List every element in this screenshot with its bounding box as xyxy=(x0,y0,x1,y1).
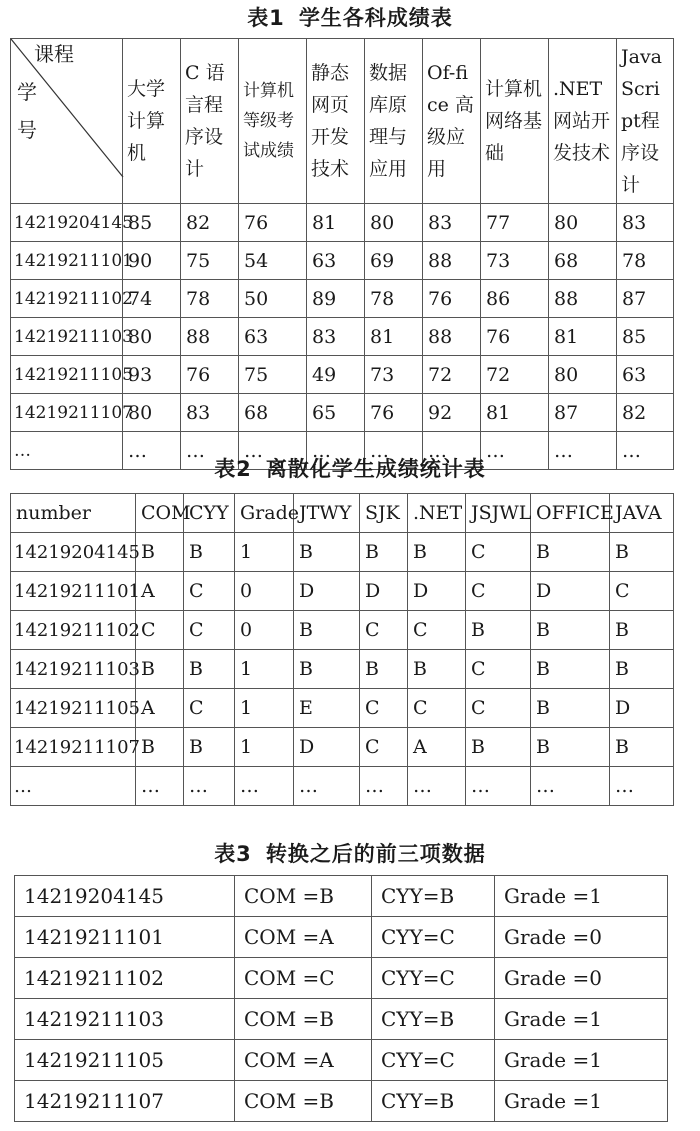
item-cell: COM =A xyxy=(235,917,372,958)
score-cell: 63 xyxy=(617,356,674,394)
score-cell: 72 xyxy=(423,356,481,394)
score-cell: … xyxy=(423,432,481,470)
table-row xyxy=(11,728,674,767)
item-cell: CYY=C xyxy=(372,1040,495,1081)
grade-cell: B xyxy=(466,611,531,650)
table1-student-scores xyxy=(10,38,674,470)
score-cell: 76 xyxy=(239,204,307,242)
table2-header-cell: SJK xyxy=(360,494,408,533)
score-cell: 88 xyxy=(423,242,481,280)
table-row xyxy=(11,318,674,356)
grade-cell: B xyxy=(136,533,184,572)
score-cell: 88 xyxy=(423,318,481,356)
score-cell: 68 xyxy=(549,242,617,280)
table2-header-cell: OFFICE xyxy=(531,494,610,533)
student-id-cell: 14219211107 xyxy=(15,1081,235,1122)
grade-cell: C xyxy=(184,611,235,650)
grade-cell: C xyxy=(136,611,184,650)
grade-cell: D xyxy=(610,689,674,728)
score-cell: 80 xyxy=(123,394,181,432)
grade-cell: B xyxy=(466,728,531,767)
score-cell: … xyxy=(181,432,239,470)
grade-cell: A xyxy=(136,572,184,611)
score-cell: 72 xyxy=(481,356,549,394)
grade-cell: … xyxy=(136,767,184,806)
student-id-cell: 14219211103 xyxy=(11,650,136,689)
score-cell: 65 xyxy=(307,394,365,432)
table3-body xyxy=(15,876,668,1122)
table3-caption-number: 表3 xyxy=(214,842,252,866)
grade-cell: B xyxy=(136,650,184,689)
score-cell: 75 xyxy=(181,242,239,280)
grade-cell: … xyxy=(408,767,466,806)
score-cell: 78 xyxy=(365,280,423,318)
item-cell: COM =C xyxy=(235,958,372,999)
table1-header-cell: .NET网站开发技术 xyxy=(549,39,617,204)
item-cell: CYY=B xyxy=(372,1081,495,1122)
score-cell: 54 xyxy=(239,242,307,280)
score-cell: 82 xyxy=(181,204,239,242)
student-id-cell: 14219211102 xyxy=(11,280,123,318)
score-cell: 80 xyxy=(123,318,181,356)
table2-body xyxy=(11,494,674,806)
score-cell: 76 xyxy=(365,394,423,432)
table2-header-cell: Grade xyxy=(235,494,294,533)
score-cell: 76 xyxy=(481,318,549,356)
score-cell: 89 xyxy=(307,280,365,318)
grade-cell: C xyxy=(184,689,235,728)
score-cell: 76 xyxy=(181,356,239,394)
corner-label-course: 课程 xyxy=(34,42,74,66)
table-row xyxy=(15,999,668,1040)
grade-cell: … xyxy=(294,767,360,806)
score-cell: 80 xyxy=(549,204,617,242)
score-cell: 83 xyxy=(423,204,481,242)
table1-caption-number: 表1 xyxy=(247,6,285,30)
table-row xyxy=(15,1081,668,1122)
item-cell: CYY=B xyxy=(372,999,495,1040)
item-cell: CYY=C xyxy=(372,917,495,958)
grade-cell: … xyxy=(531,767,610,806)
grade-cell: C xyxy=(360,728,408,767)
item-cell: COM =B xyxy=(235,1081,372,1122)
item-cell: CYY=C xyxy=(372,958,495,999)
score-cell: 85 xyxy=(617,318,674,356)
table-row xyxy=(11,767,674,806)
corner-label-student-id: 学号 xyxy=(17,80,37,142)
score-cell: 77 xyxy=(481,204,549,242)
student-id-cell: … xyxy=(11,432,123,470)
student-id-cell: 14219211105 xyxy=(15,1040,235,1081)
table2-caption-number: 表2 xyxy=(214,457,252,481)
score-cell: 87 xyxy=(617,280,674,318)
score-cell: 78 xyxy=(617,242,674,280)
grade-cell: B xyxy=(610,611,674,650)
table-row xyxy=(15,958,668,999)
grade-cell: … xyxy=(610,767,674,806)
score-cell: 81 xyxy=(307,204,365,242)
table-row xyxy=(11,280,674,318)
table3-converted-data xyxy=(14,875,668,1122)
table-row xyxy=(15,876,668,917)
student-id-cell: 14219211102 xyxy=(15,958,235,999)
item-cell: COM =A xyxy=(235,1040,372,1081)
score-cell: 83 xyxy=(181,394,239,432)
table2-header-cell: CYY xyxy=(184,494,235,533)
score-cell: 68 xyxy=(239,394,307,432)
grade-cell: B xyxy=(531,728,610,767)
score-cell: 81 xyxy=(549,318,617,356)
grade-cell: C xyxy=(610,572,674,611)
grade-cell: B xyxy=(136,728,184,767)
score-cell: … xyxy=(307,432,365,470)
table1-header-cell: Of-fice 高级应用 xyxy=(423,39,481,204)
table-row xyxy=(11,689,674,728)
table-row xyxy=(11,242,674,280)
score-cell: 92 xyxy=(423,394,481,432)
grade-cell: C xyxy=(466,689,531,728)
table1-header-cell: 计算机网络基础 xyxy=(481,39,549,204)
table-row xyxy=(11,394,674,432)
table2-caption xyxy=(0,455,700,483)
table1-header-cell: 静态网页开发技术 xyxy=(307,39,365,204)
grade-cell: C xyxy=(466,533,531,572)
table1-header-row xyxy=(11,39,674,204)
grade-cell: … xyxy=(466,767,531,806)
score-cell: 87 xyxy=(549,394,617,432)
grade-cell: B xyxy=(294,533,360,572)
table1-header-cell: 数据库原理与应用 xyxy=(365,39,423,204)
student-id-cell: … xyxy=(11,767,136,806)
grade-cell: B xyxy=(408,533,466,572)
grade-cell: B xyxy=(184,728,235,767)
table-row xyxy=(11,650,674,689)
score-cell: … xyxy=(617,432,674,470)
item-cell: Grade =1 xyxy=(495,1040,668,1081)
student-id-cell: 14219204145 xyxy=(15,876,235,917)
table3-caption xyxy=(0,840,700,868)
table2-header-row xyxy=(11,494,674,533)
grade-cell: C xyxy=(466,650,531,689)
table1-body xyxy=(11,204,674,470)
table2-header-cell: JAVA xyxy=(610,494,674,533)
table1-header-cell: C 语言程序设计 xyxy=(181,39,239,204)
item-cell: Grade =1 xyxy=(495,999,668,1040)
grade-cell: D xyxy=(294,572,360,611)
score-cell: 93 xyxy=(123,356,181,394)
score-cell: 86 xyxy=(481,280,549,318)
table1-caption xyxy=(0,4,700,32)
item-cell: Grade =0 xyxy=(495,958,668,999)
grade-cell: B xyxy=(610,650,674,689)
student-id-cell: 14219211107 xyxy=(11,394,123,432)
table-row xyxy=(11,611,674,650)
grade-cell: 0 xyxy=(235,572,294,611)
score-cell: 69 xyxy=(365,242,423,280)
item-cell: COM =B xyxy=(235,876,372,917)
grade-cell: C xyxy=(408,689,466,728)
grade-cell: E xyxy=(294,689,360,728)
grade-cell: B xyxy=(531,689,610,728)
grade-cell: … xyxy=(360,767,408,806)
score-cell: 50 xyxy=(239,280,307,318)
student-id-cell: 14219211101 xyxy=(11,242,123,280)
student-id-cell: 14219211105 xyxy=(11,356,123,394)
item-cell: CYY=B xyxy=(372,876,495,917)
grade-cell: B xyxy=(294,611,360,650)
score-cell: 73 xyxy=(481,242,549,280)
student-id-cell: 14219204145 xyxy=(11,533,136,572)
score-cell: 90 xyxy=(123,242,181,280)
table2-header-cell: JTWY xyxy=(294,494,360,533)
student-id-cell: 14219211103 xyxy=(11,318,123,356)
grade-cell: B xyxy=(610,728,674,767)
grade-cell: B xyxy=(294,650,360,689)
grade-cell: D xyxy=(531,572,610,611)
grade-cell: B xyxy=(360,650,408,689)
grade-cell: C xyxy=(184,572,235,611)
grade-cell: B xyxy=(184,650,235,689)
table3-caption-title: 转换之后的前三项数据 xyxy=(265,842,486,866)
grade-cell: B xyxy=(531,611,610,650)
grade-cell: D xyxy=(360,572,408,611)
score-cell: 75 xyxy=(239,356,307,394)
item-cell: COM =B xyxy=(235,999,372,1040)
grade-cell: D xyxy=(294,728,360,767)
grade-cell: … xyxy=(235,767,294,806)
item-cell: Grade =1 xyxy=(495,876,668,917)
student-id-cell: 14219211101 xyxy=(11,572,136,611)
table2-header-cell: JSJWL xyxy=(466,494,531,533)
score-cell: 81 xyxy=(365,318,423,356)
score-cell: 81 xyxy=(481,394,549,432)
score-cell: … xyxy=(365,432,423,470)
student-id-cell: 14219204145 xyxy=(11,204,123,242)
table-row xyxy=(15,917,668,958)
grade-cell: 1 xyxy=(235,689,294,728)
score-cell: 88 xyxy=(181,318,239,356)
score-cell: 83 xyxy=(307,318,365,356)
score-cell: 63 xyxy=(239,318,307,356)
table-row xyxy=(11,204,674,242)
grade-cell: B xyxy=(531,650,610,689)
table1-header-cell: 大学计算机 xyxy=(123,39,181,204)
table1-corner-cell xyxy=(11,39,123,204)
score-cell: 88 xyxy=(549,280,617,318)
table2-header-cell: COM xyxy=(136,494,184,533)
grade-cell: D xyxy=(408,572,466,611)
score-cell: … xyxy=(481,432,549,470)
score-cell: 76 xyxy=(423,280,481,318)
student-id-cell: 14219211105 xyxy=(11,689,136,728)
student-id-cell: 14219211101 xyxy=(15,917,235,958)
table1-header-cell: JavaScript程序设计 xyxy=(617,39,674,204)
table-row xyxy=(11,356,674,394)
student-id-cell: 14219211107 xyxy=(11,728,136,767)
grade-cell: 1 xyxy=(235,650,294,689)
grade-cell: B xyxy=(360,533,408,572)
table2-header-cell: .NET xyxy=(408,494,466,533)
grade-cell: 0 xyxy=(235,611,294,650)
score-cell: 85 xyxy=(123,204,181,242)
table2-header-cell: number xyxy=(11,494,136,533)
item-cell: Grade =1 xyxy=(495,1081,668,1122)
score-cell: 49 xyxy=(307,356,365,394)
score-cell: 82 xyxy=(617,394,674,432)
table1-caption-title: 学生各科成绩表 xyxy=(298,6,453,30)
score-cell: 80 xyxy=(365,204,423,242)
score-cell: 63 xyxy=(307,242,365,280)
table2-caption-title: 离散化学生成绩统计表 xyxy=(265,457,486,481)
student-id-cell: 14219211103 xyxy=(15,999,235,1040)
grade-cell: B xyxy=(408,650,466,689)
table2-discretized-scores xyxy=(10,493,674,806)
grade-cell: C xyxy=(360,689,408,728)
grade-cell: 1 xyxy=(235,728,294,767)
grade-cell: … xyxy=(184,767,235,806)
table-row xyxy=(11,533,674,572)
score-cell: … xyxy=(123,432,181,470)
grade-cell: B xyxy=(531,533,610,572)
score-cell: 78 xyxy=(181,280,239,318)
item-cell: Grade =0 xyxy=(495,917,668,958)
grade-cell: B xyxy=(184,533,235,572)
table1-header-cell: 计算机等级考试成绩 xyxy=(239,39,307,204)
score-cell: 83 xyxy=(617,204,674,242)
score-cell: 73 xyxy=(365,356,423,394)
score-cell: 74 xyxy=(123,280,181,318)
score-cell: … xyxy=(239,432,307,470)
grade-cell: 1 xyxy=(235,533,294,572)
table-row xyxy=(11,572,674,611)
score-cell: … xyxy=(549,432,617,470)
student-id-cell: 14219211102 xyxy=(11,611,136,650)
grade-cell: C xyxy=(408,611,466,650)
table-row xyxy=(15,1040,668,1081)
grade-cell: B xyxy=(610,533,674,572)
score-cell: 80 xyxy=(549,356,617,394)
grade-cell: A xyxy=(136,689,184,728)
grade-cell: A xyxy=(408,728,466,767)
grade-cell: C xyxy=(466,572,531,611)
grade-cell: C xyxy=(360,611,408,650)
